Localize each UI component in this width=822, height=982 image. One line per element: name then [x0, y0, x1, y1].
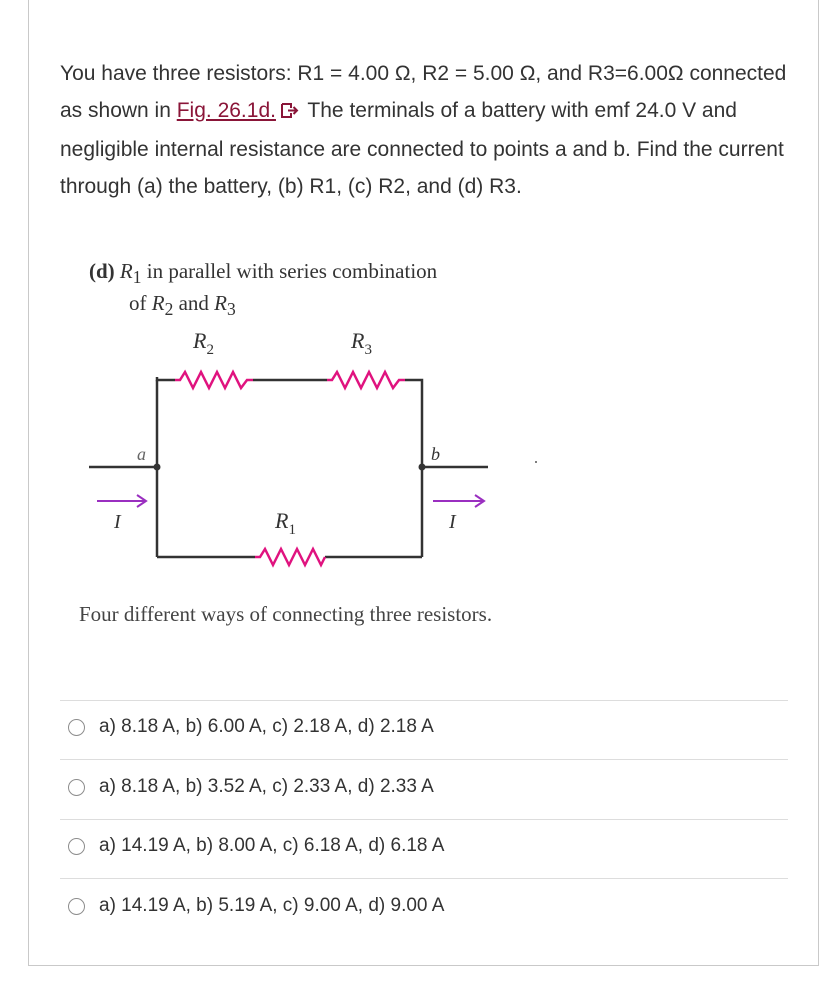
external-link-icon[interactable]	[280, 96, 300, 133]
answer-option-label: a) 14.19 A, b) 5.19 A, c) 9.00 A, d) 9.00 A	[99, 895, 445, 916]
current-arrow-right	[433, 495, 484, 507]
radio-button[interactable]	[68, 779, 85, 796]
radio-button[interactable]	[68, 898, 85, 915]
wire-top-left	[157, 377, 175, 380]
divider	[60, 878, 788, 879]
resistor-r2	[175, 372, 253, 388]
figure-link[interactable]: Fig. 26.1d.	[176, 98, 276, 122]
answer-option-label: a) 8.18 A, b) 3.52 A, c) 2.33 A, d) 2.33 A	[99, 776, 434, 797]
r1-label: $R_1$	[275, 508, 296, 538]
answer-option-3[interactable]	[68, 831, 444, 861]
divider	[60, 700, 788, 701]
r3-label: $R_3$	[351, 328, 372, 358]
figure-caption: Four different ways of connecting three resistors.	[79, 602, 493, 626]
current-label-right: I	[449, 511, 456, 533]
answer-option-label: a) 14.19 A, b) 8.00 A, c) 6.18 A, d) 6.18 A	[99, 835, 445, 856]
point-b-label: b	[431, 444, 440, 464]
answer-option-2[interactable]	[68, 772, 434, 802]
current-arrow-left	[97, 495, 146, 507]
divider	[60, 759, 788, 760]
answer-option-4[interactable]	[68, 891, 444, 921]
question-text-start: You have three resistors: R1 = 4.00 Ω, R2 = 5.00 Ω, and R3=6.00Ω connected as shown in	[60, 62, 787, 122]
node-a	[154, 464, 161, 471]
radio-button[interactable]	[68, 838, 85, 855]
node-b	[419, 464, 426, 471]
answer-option-1[interactable]	[68, 712, 434, 742]
radio-button[interactable]	[68, 719, 85, 736]
divider	[60, 819, 788, 820]
resistor-r3	[327, 372, 405, 388]
point-a-label: a	[137, 444, 146, 464]
figure-heading-line2: of $R_2$ and $R_3$	[129, 291, 236, 320]
answer-option-label: a) 8.18 A, b) 6.00 A, c) 2.18 A, d) 2.18 A	[99, 716, 434, 737]
question-text-end: The terminals of a battery with emf 24.0 V and negligible internal resistance are connected to points a and b. Find the current through (a) the battery, (b) R1, (c) R2, and (d) R3.	[60, 98, 784, 198]
circuit-diagram	[75, 256, 535, 596]
stray-dot	[535, 461, 537, 463]
current-label-left: I	[114, 511, 121, 533]
question-text	[60, 56, 800, 205]
figure-heading: (d) $R_1$ in parallel with series combination	[89, 259, 438, 288]
resistor-r1	[255, 549, 325, 565]
wire-top-right	[405, 380, 422, 460]
r2-label: $R_2$	[193, 328, 214, 358]
circuit-figure	[75, 256, 535, 676]
